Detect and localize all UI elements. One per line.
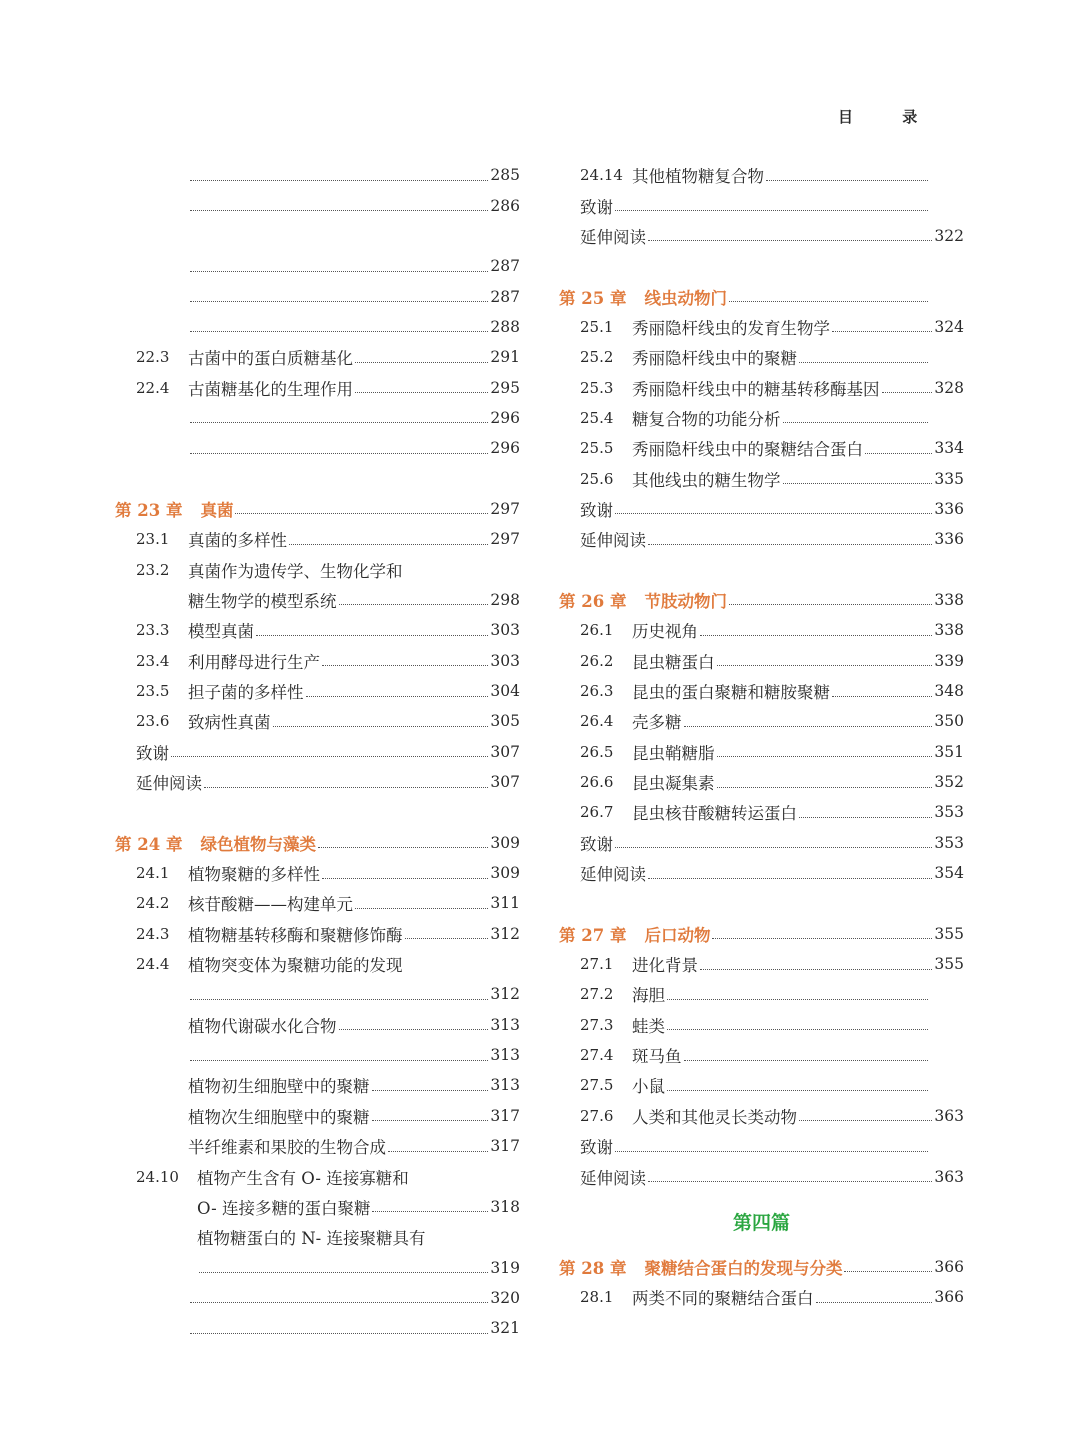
section-title: 糖复合物的功能分析 <box>632 409 781 429</box>
toc-section-row <box>115 433 520 463</box>
chapter-title: 真菌 <box>200 500 234 520</box>
dot-leader <box>832 696 932 697</box>
dot-leader <box>712 938 932 939</box>
dot-leader <box>372 1211 488 1212</box>
section-title: 昆虫鞘糖脂 <box>632 743 715 763</box>
toc-spacer <box>559 554 964 584</box>
section-number: 26.5 <box>580 742 614 761</box>
page-number: 355 <box>934 924 964 943</box>
section-title: 古菌糖基化的生理作用 <box>188 379 353 399</box>
section-number: 26.7 <box>580 803 614 822</box>
page-number: 311 <box>490 894 520 913</box>
toc-section-row <box>115 676 520 706</box>
page-number: 303 <box>490 621 520 640</box>
section-title: 模型真菌 <box>188 622 254 642</box>
section-title: 斑马鱼 <box>632 1047 682 1067</box>
toc-section-row <box>115 1283 520 1313</box>
section-number: 27.6 <box>580 1106 614 1125</box>
section-number: 27.1 <box>580 955 614 974</box>
page-number: 321 <box>490 1319 520 1338</box>
chapter-number: 第 28 章 <box>559 1258 627 1278</box>
page-number: 288 <box>490 317 520 336</box>
page-header: 目 录 <box>838 108 940 126</box>
toc-section-continuation <box>115 1252 520 1282</box>
dot-leader <box>648 1181 932 1182</box>
dot-leader <box>615 513 932 514</box>
page-number: 312 <box>490 924 520 943</box>
toc-section-row <box>559 1101 964 1131</box>
page-number: 338 <box>934 621 964 640</box>
page-number: 309 <box>490 864 520 883</box>
page-number: 334 <box>934 439 964 458</box>
toc-spacer <box>115 463 520 493</box>
dot-leader <box>684 1060 929 1061</box>
section-title: 昆虫的蛋白聚糖和糖胺聚糖 <box>632 683 830 703</box>
section-title: 担子菌的多样性 <box>188 683 304 703</box>
section-number: 24.14 <box>580 166 623 185</box>
section-title: 植物次生细胞壁中的聚糖 <box>188 1107 370 1127</box>
toc-chapter-row <box>115 494 520 524</box>
toc-section-row <box>559 646 964 676</box>
dot-leader <box>190 301 488 302</box>
section-title: 秀丽隐杆线虫中的糖基转移酶基因 <box>632 379 880 399</box>
dot-leader <box>322 665 488 666</box>
toc-section-row <box>115 1070 520 1100</box>
section-number: 27.5 <box>580 1076 614 1095</box>
dot-leader <box>844 1271 932 1272</box>
dot-leader <box>339 604 489 605</box>
section-title: 进化背景 <box>632 956 698 976</box>
part-title: 第四篇 <box>732 1212 790 1235</box>
section-number: 25.6 <box>580 469 614 488</box>
toc-spacer <box>559 888 964 918</box>
toc-section-row <box>115 1161 520 1191</box>
dot-leader <box>865 453 932 454</box>
section-number: 24.4 <box>136 955 170 974</box>
page-number: 313 <box>490 1046 520 1065</box>
backmatter-title: 致谢 <box>580 197 613 217</box>
toc-section-row <box>559 1070 964 1100</box>
section-title: 蛙类 <box>632 1016 665 1036</box>
dot-leader <box>729 301 928 302</box>
toc-section-continuation <box>115 979 520 1009</box>
dot-leader <box>684 726 933 727</box>
toc-right-column <box>559 160 964 1312</box>
page-number: 303 <box>490 651 520 670</box>
toc-section-row <box>115 372 520 402</box>
section-number: 25.5 <box>580 439 614 458</box>
page-number: 355 <box>934 955 964 974</box>
toc-chapter-row <box>559 1252 964 1282</box>
dot-leader <box>405 938 489 939</box>
page-number: 322 <box>934 226 964 245</box>
backmatter-title: 致谢 <box>580 1138 613 1158</box>
toc-backmatter-row <box>559 494 964 524</box>
toc-spacer <box>559 251 964 281</box>
page-number: 350 <box>934 712 964 731</box>
chapter-title: 节肢动物门 <box>644 591 727 611</box>
page-number: 318 <box>490 1197 520 1216</box>
page-number: 287 <box>490 257 520 276</box>
dot-leader <box>204 787 488 788</box>
section-number: 28.1 <box>580 1288 614 1307</box>
section-number: 27.4 <box>580 1046 614 1065</box>
page-number: 317 <box>490 1137 520 1156</box>
page-number: 296 <box>490 408 520 427</box>
page-number: 286 <box>490 196 520 215</box>
section-number: 23.5 <box>136 682 170 701</box>
section-title: 致病性真菌 <box>188 713 271 733</box>
page-number: 354 <box>934 864 964 883</box>
dot-leader <box>306 696 489 697</box>
toc-backmatter-row <box>115 737 520 767</box>
page-number: 324 <box>934 317 964 336</box>
dot-leader <box>615 847 932 848</box>
toc-section-row <box>559 979 964 1009</box>
page-number: 353 <box>934 833 964 852</box>
dot-leader <box>273 726 489 727</box>
section-title: 其他植物糖复合物 <box>632 167 764 187</box>
section-title: 两类不同的聚糖结合蛋白 <box>632 1289 814 1309</box>
backmatter-title: 延伸阅读 <box>580 865 646 885</box>
page-number: 320 <box>490 1288 520 1307</box>
toc-section-row <box>559 463 964 493</box>
page-number: 363 <box>934 1106 964 1125</box>
section-number: 24.10 <box>136 1167 179 1186</box>
dot-leader <box>190 422 488 423</box>
section-number: 26.4 <box>580 712 614 731</box>
section-title: 海胆 <box>632 986 665 1006</box>
chapter-title: 聚糖结合蛋白的发现与分类 <box>644 1258 843 1278</box>
backmatter-title: 致谢 <box>136 743 169 763</box>
dot-leader <box>766 180 928 181</box>
dot-leader <box>799 817 932 818</box>
section-number: 25.3 <box>580 378 614 397</box>
toc-section-row <box>559 1010 964 1040</box>
page-number: 366 <box>934 1257 964 1276</box>
section-title: 植物初生细胞壁中的聚糖 <box>188 1077 370 1097</box>
section-number: 25.1 <box>580 317 614 336</box>
toc-section-row <box>115 312 520 342</box>
dot-leader <box>199 1272 488 1273</box>
dot-leader <box>717 756 933 757</box>
dot-leader <box>832 331 932 332</box>
toc-chapter-row <box>115 828 520 858</box>
chapter-title: 后口动物 <box>644 925 711 945</box>
section-title: 人类和其他灵长类动物 <box>632 1107 797 1127</box>
dot-leader <box>783 483 933 484</box>
section-title: 秀丽隐杆线虫中的聚糖 <box>632 349 797 369</box>
backmatter-title: 延伸阅读 <box>580 227 646 247</box>
page-number: 353 <box>934 803 964 822</box>
section-number: 22.3 <box>136 348 170 367</box>
page-number: 305 <box>490 712 520 731</box>
chapter-number: 第 26 章 <box>559 591 627 611</box>
dot-leader <box>355 392 488 393</box>
page-number: 296 <box>490 439 520 458</box>
page-number: 366 <box>934 1288 964 1307</box>
page-number: 335 <box>934 469 964 488</box>
page-number: 295 <box>490 378 520 397</box>
toc-section-row <box>115 888 520 918</box>
section-number: 23.1 <box>136 530 170 549</box>
toc-chapter-row <box>559 281 964 311</box>
dot-leader <box>235 513 488 514</box>
section-title: 半纤维素和果胶的生物合成 <box>188 1138 386 1158</box>
dot-leader <box>339 1029 489 1030</box>
section-title: 昆虫糖蛋白 <box>632 652 715 672</box>
toc-section-row <box>559 372 964 402</box>
dot-leader <box>190 453 488 454</box>
toc-chapter-row <box>559 919 964 949</box>
dot-leader <box>648 878 932 879</box>
dot-leader <box>355 908 488 909</box>
page-number: 338 <box>934 590 964 609</box>
dot-leader <box>717 787 933 788</box>
toc-section-row <box>115 646 520 676</box>
section-title: 植物聚糖的多样性 <box>188 865 320 885</box>
dot-leader <box>799 362 928 363</box>
page-number: 297 <box>490 499 520 518</box>
page-number: 336 <box>934 499 964 518</box>
toc-section-continuation <box>115 1192 520 1222</box>
section-title: 壳多糖 <box>632 713 682 733</box>
toc-section-row <box>115 190 520 220</box>
toc-section-row <box>559 615 964 645</box>
page-number: 336 <box>934 530 964 549</box>
section-number: 24.2 <box>136 894 170 913</box>
toc-section-row <box>559 433 964 463</box>
page-number: 309 <box>490 833 520 852</box>
dot-leader <box>799 1120 932 1121</box>
dot-leader <box>190 1333 488 1334</box>
toc-section-row <box>115 1040 520 1070</box>
chapter-title: 线虫动物门 <box>644 288 727 308</box>
toc-backmatter-row <box>559 1131 964 1161</box>
chapter-number: 第 25 章 <box>559 288 627 308</box>
section-number: 22.4 <box>136 378 170 397</box>
section-title: 核苷酸糖——构建单元 <box>188 895 353 915</box>
toc-section-row <box>115 281 520 311</box>
page-number: 317 <box>490 1106 520 1125</box>
dot-leader <box>648 544 932 545</box>
toc-section-row <box>115 524 520 554</box>
section-number: 26.3 <box>580 682 614 701</box>
toc-section-row <box>559 949 964 979</box>
toc-part-heading <box>559 1192 964 1252</box>
toc-backmatter-row <box>559 221 964 251</box>
backmatter-title: 延伸阅读 <box>136 774 202 794</box>
toc-section-row <box>559 1040 964 1070</box>
toc-section-row <box>115 403 520 433</box>
toc-section-row <box>115 919 520 949</box>
page-number: 313 <box>490 1015 520 1034</box>
page-number: 307 <box>490 742 520 761</box>
toc-backmatter-row <box>559 858 964 888</box>
dot-leader <box>190 210 488 211</box>
section-number: 25.4 <box>580 408 614 427</box>
section-number: 23.6 <box>136 712 170 731</box>
toc-section-row <box>559 1282 964 1312</box>
dot-leader <box>190 331 488 332</box>
page-number: 287 <box>490 287 520 306</box>
dot-leader <box>190 1060 488 1061</box>
section-number: 27.3 <box>580 1015 614 1034</box>
section-title: 真菌作为遗传学、生物化学和 <box>188 561 403 581</box>
toc-section-row <box>115 342 520 372</box>
toc-section-row <box>559 737 964 767</box>
dot-leader <box>355 362 488 363</box>
dot-leader <box>667 1090 928 1091</box>
section-number: 25.2 <box>580 348 614 367</box>
toc-backmatter-row <box>559 828 964 858</box>
toc-section-row <box>115 1131 520 1161</box>
section-number: 26.1 <box>580 621 614 640</box>
toc-backmatter-row <box>559 524 964 554</box>
section-title: 古菌中的蛋白质糖基化 <box>188 349 353 369</box>
section-title: 秀丽隐杆线虫的发育生物学 <box>632 318 830 338</box>
section-title: 植物产生含有 O- 连接寡糖和 <box>197 1168 409 1188</box>
page-number: 348 <box>934 682 964 701</box>
toc-spacer <box>115 221 520 251</box>
toc-section-row <box>115 858 520 888</box>
toc-section-row <box>115 554 520 584</box>
dot-leader <box>190 999 488 1000</box>
backmatter-title: 延伸阅读 <box>580 1168 646 1188</box>
page-number: 352 <box>934 773 964 792</box>
page-number: 291 <box>490 348 520 367</box>
page-number: 363 <box>934 1167 964 1186</box>
dot-leader <box>729 604 932 605</box>
page-number: 312 <box>490 985 520 1004</box>
section-title: 真菌的多样性 <box>188 531 287 551</box>
toc-section-row <box>115 251 520 281</box>
backmatter-title: 致谢 <box>580 834 613 854</box>
dot-leader <box>190 1302 488 1303</box>
section-title: 植物突变体为聚糖功能的发现 <box>188 956 403 976</box>
toc-spacer <box>115 797 520 827</box>
dot-leader <box>700 635 932 636</box>
section-number: 24.1 <box>136 864 170 883</box>
toc-section-row <box>115 1101 520 1131</box>
chapter-number: 第 24 章 <box>115 834 183 854</box>
toc-section-continuation <box>115 585 520 615</box>
page-number: 328 <box>934 378 964 397</box>
section-number: 27.2 <box>580 985 614 1004</box>
section-title: 植物糖基转移酶和聚糖修饰酶 <box>188 925 403 945</box>
page-number: 285 <box>490 166 520 185</box>
dot-leader <box>700 969 932 970</box>
dot-leader <box>190 271 488 272</box>
page-number: 298 <box>490 590 520 609</box>
page-number: 304 <box>490 682 520 701</box>
page-number: 351 <box>934 742 964 761</box>
dot-leader <box>615 1151 928 1152</box>
toc-left-column <box>115 160 520 1343</box>
toc-section-row <box>115 949 520 979</box>
chapter-title: 绿色植物与藻类 <box>200 834 316 854</box>
dot-leader <box>256 635 488 636</box>
toc-section-row <box>559 676 964 706</box>
section-number: 23.4 <box>136 651 170 670</box>
toc-chapter-row <box>559 585 964 615</box>
dot-leader <box>882 392 933 393</box>
section-title: 小鼠 <box>632 1077 665 1097</box>
dot-leader <box>717 665 933 666</box>
dot-leader <box>372 1090 489 1091</box>
section-title: O- 连接多糖的蛋白聚糖 <box>197 1198 371 1218</box>
toc-backmatter-row <box>559 1161 964 1191</box>
section-title: 秀丽隐杆线虫中的聚糖结合蛋白 <box>632 440 863 460</box>
dot-leader <box>648 240 932 241</box>
dot-leader <box>667 1029 928 1030</box>
page-number: 297 <box>490 530 520 549</box>
page-number: 307 <box>490 773 520 792</box>
chapter-number: 第 23 章 <box>115 500 183 520</box>
toc-section-row <box>115 706 520 736</box>
toc-section-row <box>559 342 964 372</box>
section-number: 23.3 <box>136 621 170 640</box>
dot-leader <box>289 544 488 545</box>
backmatter-title: 延伸阅读 <box>580 531 646 551</box>
toc-section-row <box>559 403 964 433</box>
section-title: 糖生物学的模型系统 <box>188 591 337 611</box>
toc-section-row <box>559 706 964 736</box>
section-title: 昆虫核苷酸糖转运蛋白 <box>632 804 797 824</box>
toc-section-row <box>115 160 520 190</box>
toc-section-row <box>115 1010 520 1040</box>
section-title: 利用酵母进行生产 <box>188 652 320 672</box>
dot-leader <box>171 756 488 757</box>
dot-leader <box>388 1151 488 1152</box>
toc-section-row <box>115 615 520 645</box>
backmatter-title: 致谢 <box>580 500 613 520</box>
section-title: 植物代谢碳水化合物 <box>188 1016 337 1036</box>
toc-section-row <box>559 767 964 797</box>
dot-leader <box>190 180 488 181</box>
dot-leader <box>372 1120 489 1121</box>
dot-leader <box>816 1302 933 1303</box>
toc-backmatter-row <box>115 767 520 797</box>
dot-leader <box>318 847 488 848</box>
section-number: 23.2 <box>136 560 170 579</box>
page-number: 339 <box>934 651 964 670</box>
toc-section-row <box>559 160 964 190</box>
section-title: 其他线虫的糖生物学 <box>632 470 781 490</box>
toc-section-row <box>559 312 964 342</box>
dot-leader <box>667 999 928 1000</box>
toc-section-row <box>115 1222 520 1252</box>
section-number: 26.6 <box>580 773 614 792</box>
chapter-number: 第 27 章 <box>559 925 627 945</box>
toc-backmatter-row <box>559 190 964 220</box>
section-title: 昆虫凝集素 <box>632 774 715 794</box>
dot-leader <box>322 878 488 879</box>
section-title: 历史视角 <box>632 622 698 642</box>
toc-section-row <box>115 1313 520 1343</box>
section-number: 24.3 <box>136 924 170 943</box>
toc-section-row <box>559 797 964 827</box>
section-number: 26.2 <box>580 651 614 670</box>
page-number: 319 <box>490 1258 520 1277</box>
dot-leader <box>783 422 929 423</box>
dot-leader <box>615 210 928 211</box>
page-number: 313 <box>490 1076 520 1095</box>
section-title: 植物糖蛋白的 N- 连接聚糖具有 <box>197 1229 426 1249</box>
